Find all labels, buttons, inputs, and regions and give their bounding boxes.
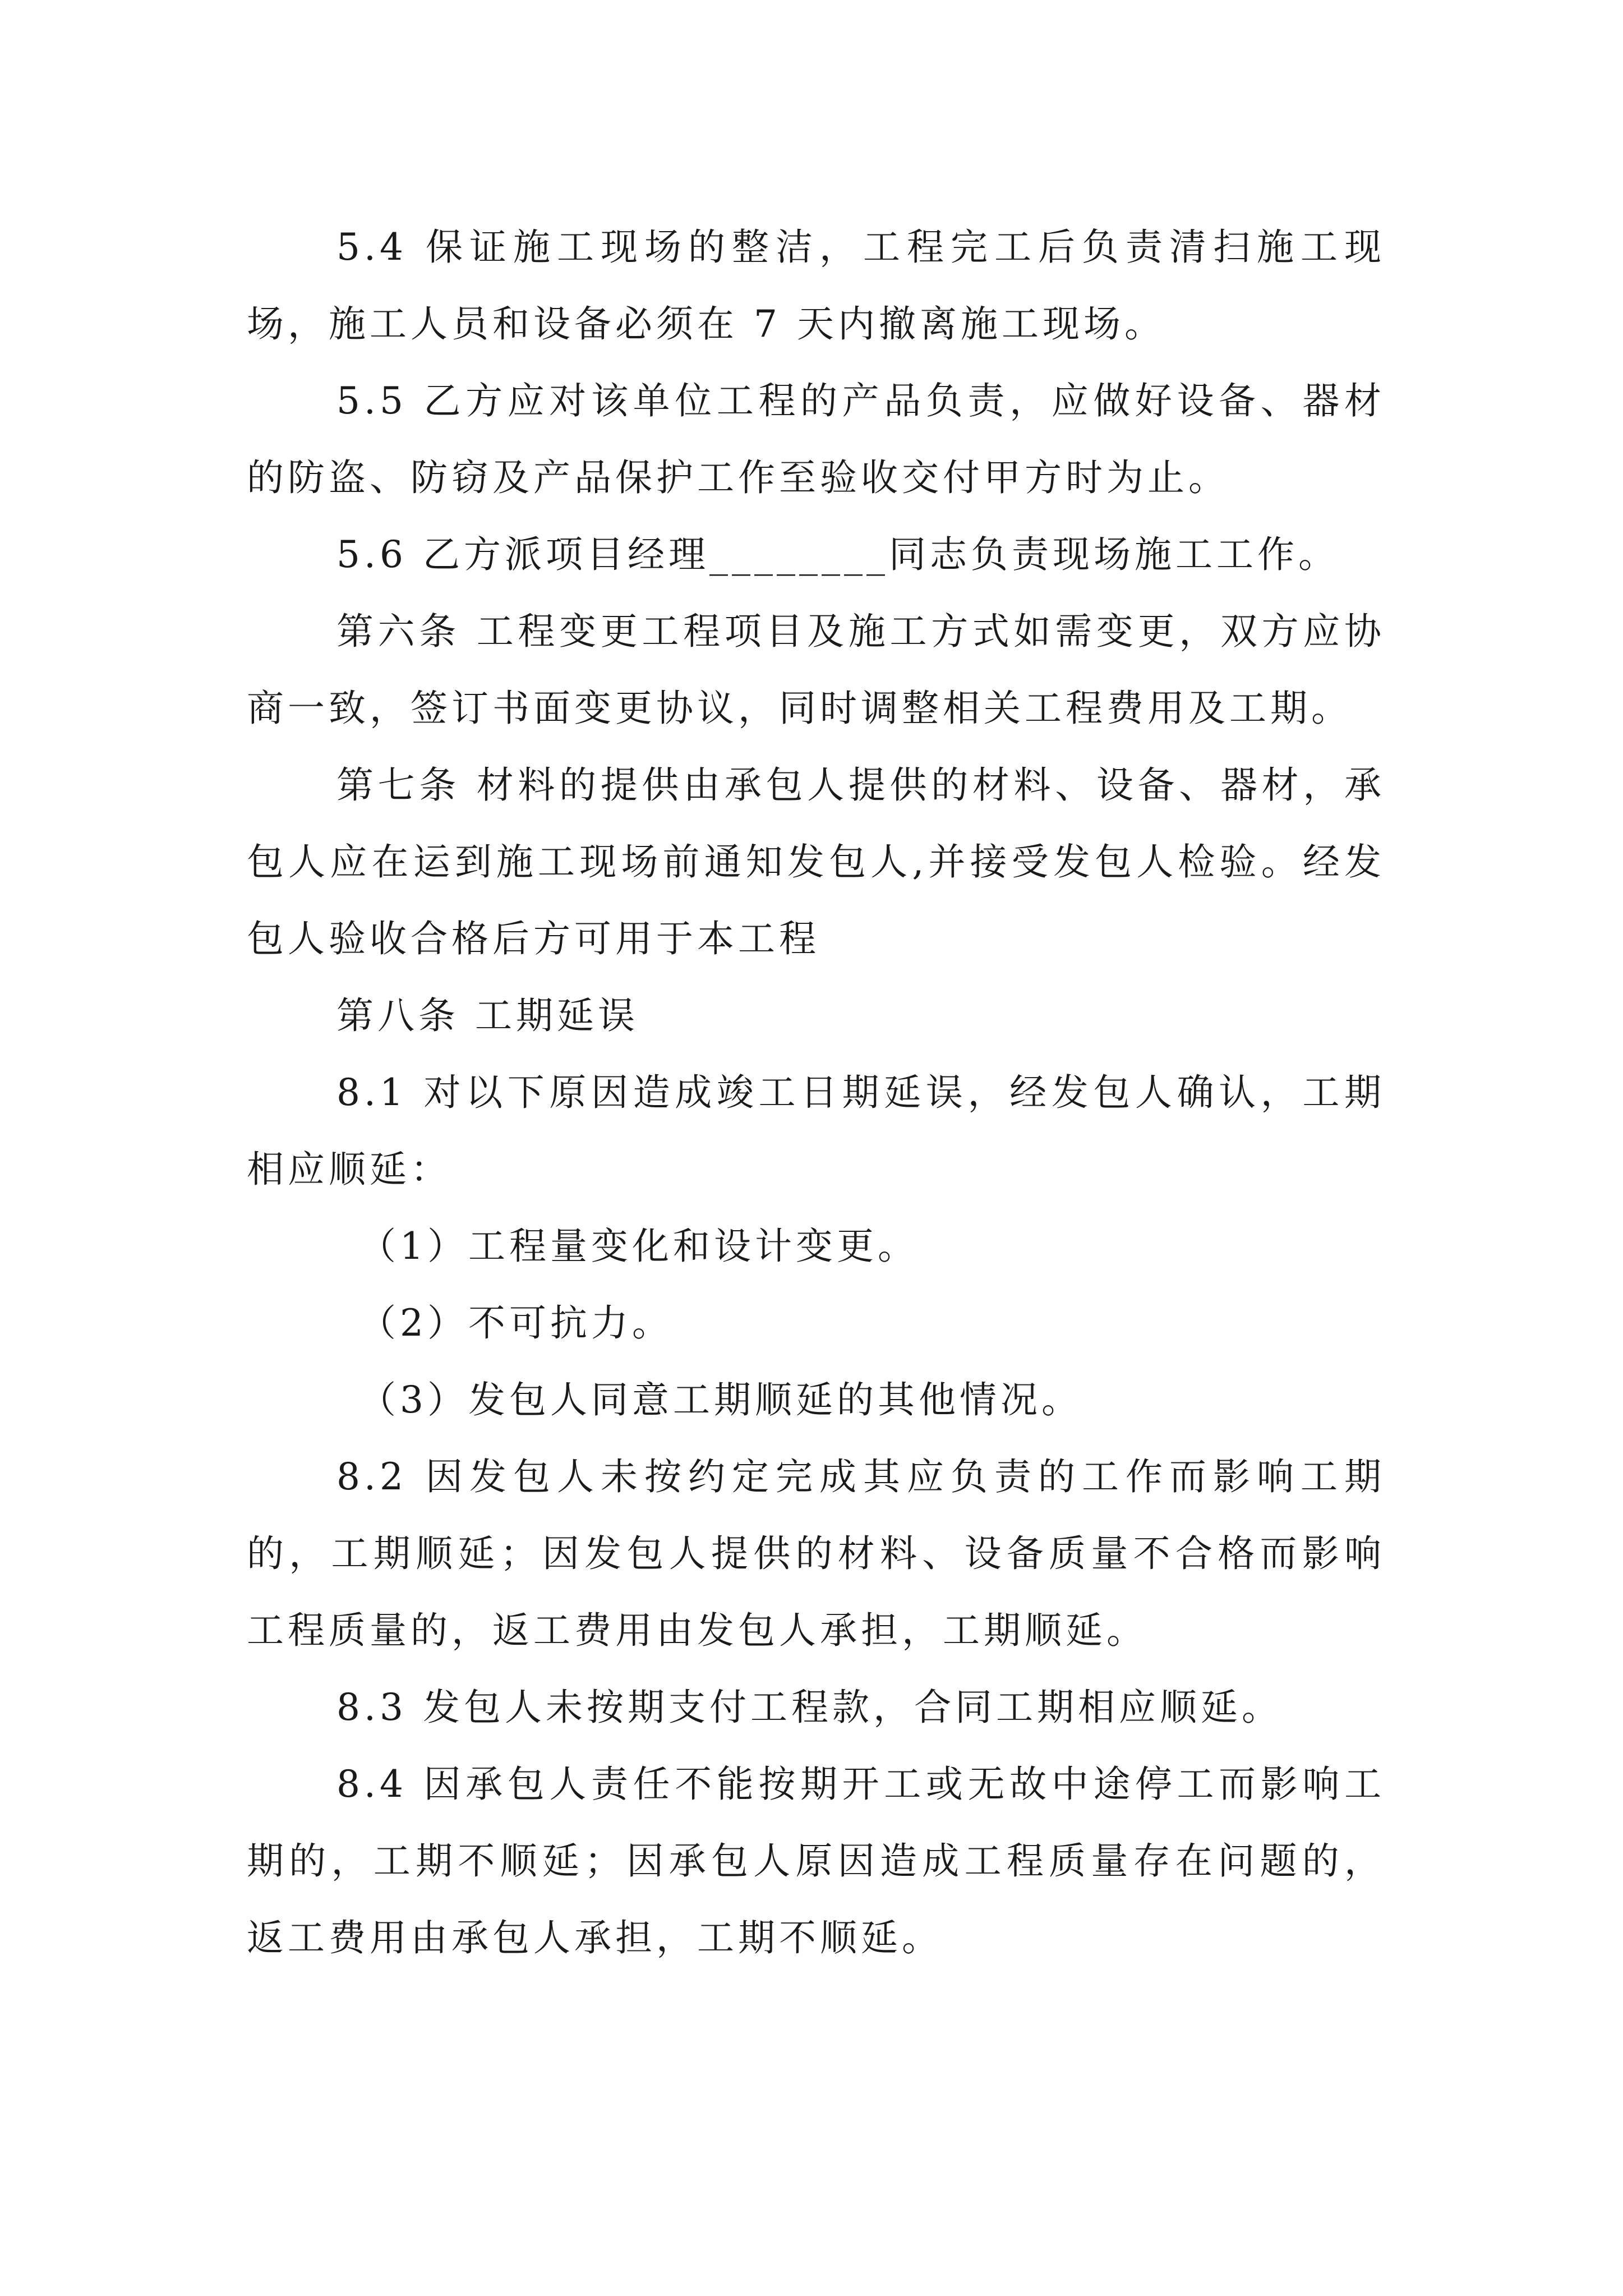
clause-8-2: 8.2 因发包人未按约定完成其应负责的工作而影响工期的，工期顺延；因发包人提供的材料、设备质量不合格而影响工程质量的，返工费用由发包人承担，工期顺延。 bbox=[247, 1455, 1385, 1652]
clause-8-1-item-3: （3）发包人同意工期顺延的其他情况。 bbox=[359, 1378, 1082, 1421]
article-6: 第六条 工程变更工程项目及施工方式如需变更，双方应协商一致，签订书面变更协议，同时调整相关工程费用及工期。 bbox=[247, 610, 1385, 730]
clause-8-4: 8.4 因承包人责任不能按期开工或无故中途停工而影响工期的，工期不顺延；因承包人原因造成工程质量存在问题的，返工费用由承包人承担，工期不顺延。 bbox=[247, 1763, 1385, 1959]
clause-5-4: 5.4 保证施工现场的整洁，工程完工后负责清扫施工现场，施工人员和设备必须在 7 天内撤离施工现场。 bbox=[247, 226, 1385, 346]
clause-8-1-item-2: （2）不可抗力。 bbox=[359, 1301, 673, 1345]
clause-5-5: 5.5 乙方应对该单位工程的产品负责，应做好设备、器材的防盗、防窃及产品保护工作至验收交付甲方时为止。 bbox=[247, 379, 1385, 499]
clause-8-1-item-1: （1）工程量变化和设计变更。 bbox=[359, 1225, 919, 1268]
article-7: 第七条 材料的提供由承包人提供的材料、设备、器材，承包人应在运到施工现场前通知发包人,并接受发包人检验。经发包人验收合格后方可用于本工程 bbox=[247, 763, 1385, 960]
clause-8-3: 8.3 发包人未按期支付工程款，合同工期相应顺延。 bbox=[336, 1686, 1283, 1729]
article-8-heading: 第八条 工期延误 bbox=[336, 994, 639, 1037]
document-body bbox=[247, 209, 1385, 1976]
clause-8-1: 8.1 对以下原因造成竣工日期延误，经发包人确认，工期相应顺延： bbox=[247, 1071, 1385, 1191]
clause-5-6: 5.6 乙方派项目经理________同志负责现场施工工作。 bbox=[336, 533, 1339, 576]
